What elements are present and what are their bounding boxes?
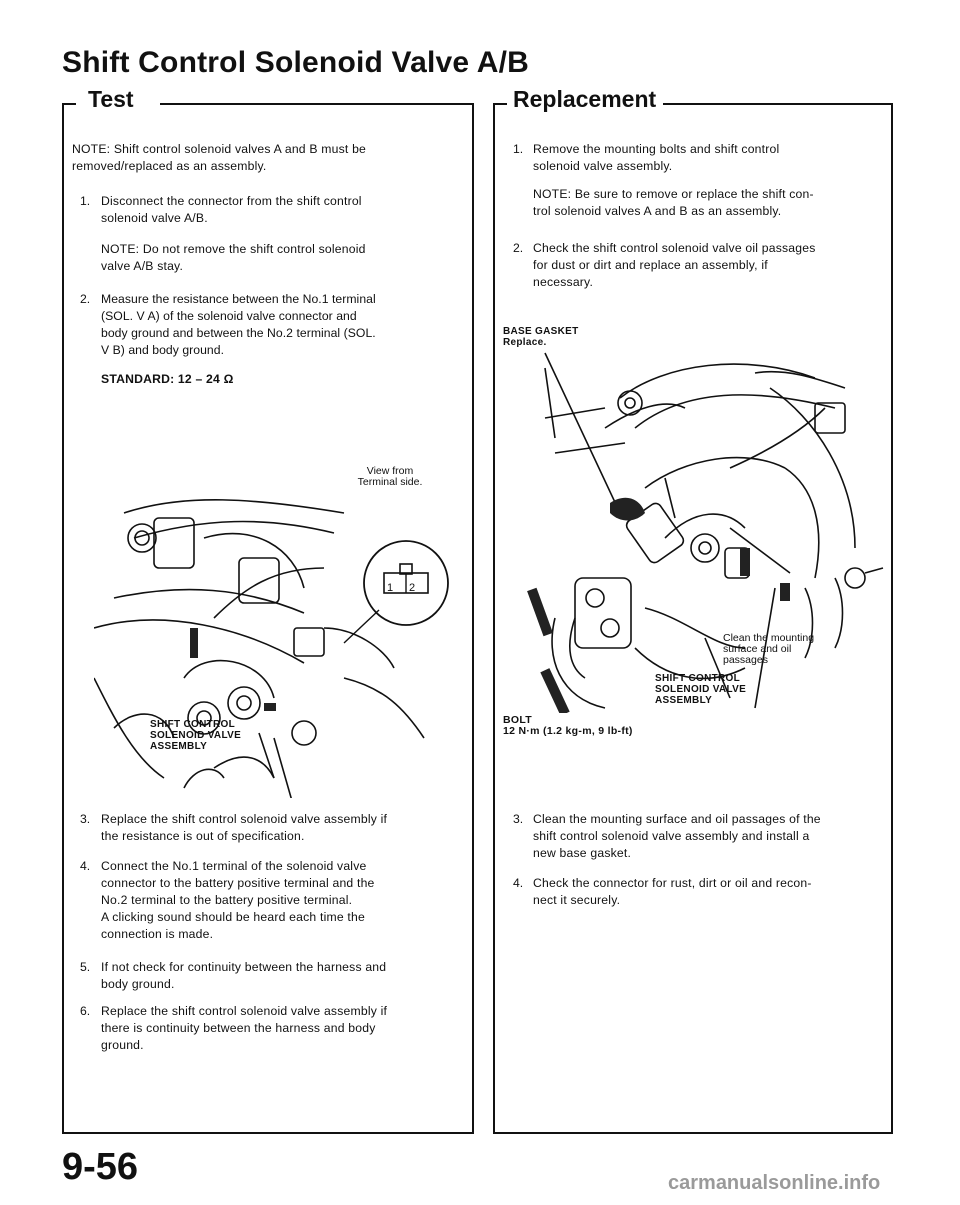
test-step2-num: 2. bbox=[80, 292, 91, 306]
terminal-1-label: 1 bbox=[387, 582, 394, 594]
replacement-step3-text: Clean the mounting surface and oil passages of the shift control solenoid valve assembly and install a new base gasket. bbox=[533, 812, 821, 860]
replacement-section bbox=[493, 86, 893, 1134]
terminal-2-label: 2 bbox=[409, 582, 416, 594]
replacement-heading: Replacement bbox=[513, 86, 657, 112]
replacement-step3-num: 3. bbox=[513, 812, 524, 826]
test-step5-text: If not check for continuity between the harness and body ground. bbox=[101, 960, 387, 991]
test-step6-num: 6. bbox=[80, 1004, 91, 1018]
replacement-step1-num: 1. bbox=[513, 142, 524, 156]
test-step3-text: Replace the shift control solenoid valve assembly if the resistance is out of specification. bbox=[101, 812, 388, 843]
test-step6-text: Replace the shift control solenoid valve assembly if there is continuity between the harness and body ground. bbox=[101, 1004, 388, 1052]
test-heading: Test bbox=[88, 86, 134, 112]
replacement-step2-text: Check the shift control solenoid valve oil passages for dust or dirt and replace an assembly, if necessary. bbox=[533, 241, 816, 289]
replacement-step4-text: Check the connector for rust, dirt or oil and recon- nect it securely. bbox=[533, 876, 812, 907]
test-note: NOTE: Shift control solenoid valves A and B must be removed/replaced as an assembly. bbox=[72, 142, 367, 173]
test-part-label: SHIFT CONTROL SOLENOID VALVE ASSEMBLY bbox=[150, 719, 242, 752]
view-from-label: View from Terminal side. bbox=[357, 465, 423, 488]
test-step3-num: 3. bbox=[80, 812, 91, 826]
test-standard-value: STANDARD: 12 – 24 Ω bbox=[101, 372, 234, 386]
test-step5-num: 5. bbox=[80, 960, 91, 974]
page-number: 9-56 bbox=[62, 1146, 139, 1188]
base-gasket-label: BASE GASKET Replace. bbox=[503, 326, 579, 348]
replacement-step2-num: 2. bbox=[513, 241, 524, 255]
test-step2-text: Measure the resistance between the No.1 terminal (SOL. V A) of the solenoid valve connector and body ground and between the No.2 terminal (SOL. V B) and body ground. bbox=[101, 292, 376, 357]
test-step1-text: Disconnect the connector from the shift control solenoid valve A/B. bbox=[101, 194, 362, 225]
replacement-part-label: SHIFT CONTROL SOLENOID VALVE ASSEMBLY bbox=[655, 673, 747, 706]
bolt-torque-label: BOLT 12 N·m (1.2 kg-m, 9 lb-ft) bbox=[503, 714, 633, 737]
replacement-step1-text: Remove the mounting bolts and shift control solenoid valve assembly. bbox=[533, 142, 780, 173]
replacement-header-rule bbox=[493, 86, 893, 112]
test-step4-text: Connect the No.1 terminal of the solenoid valve connector to the battery positive terminal and the No.2 terminal to the battery positive terminal. A clicking sound should be heard each time the connection is made. bbox=[101, 859, 375, 941]
test-step1-num: 1. bbox=[80, 194, 91, 208]
test-step1-note: NOTE: Do not remove the shift control solenoid valve A/B stay. bbox=[101, 242, 366, 273]
replacement-step1-note: NOTE: Be sure to remove or replace the shift con- trol solenoid valves A and B as an assembly. bbox=[533, 187, 814, 218]
clean-surface-label: Clean the mounting surface and oil passages bbox=[723, 632, 815, 666]
replacement-step4-num: 4. bbox=[513, 876, 524, 890]
test-section bbox=[62, 86, 474, 1134]
test-step4-num: 4. bbox=[80, 859, 91, 873]
page-title: Shift Control Solenoid Valve A/B bbox=[62, 46, 529, 79]
test-header-rule bbox=[62, 86, 474, 112]
footer-watermark: carmanualsonline.info bbox=[668, 1172, 881, 1194]
